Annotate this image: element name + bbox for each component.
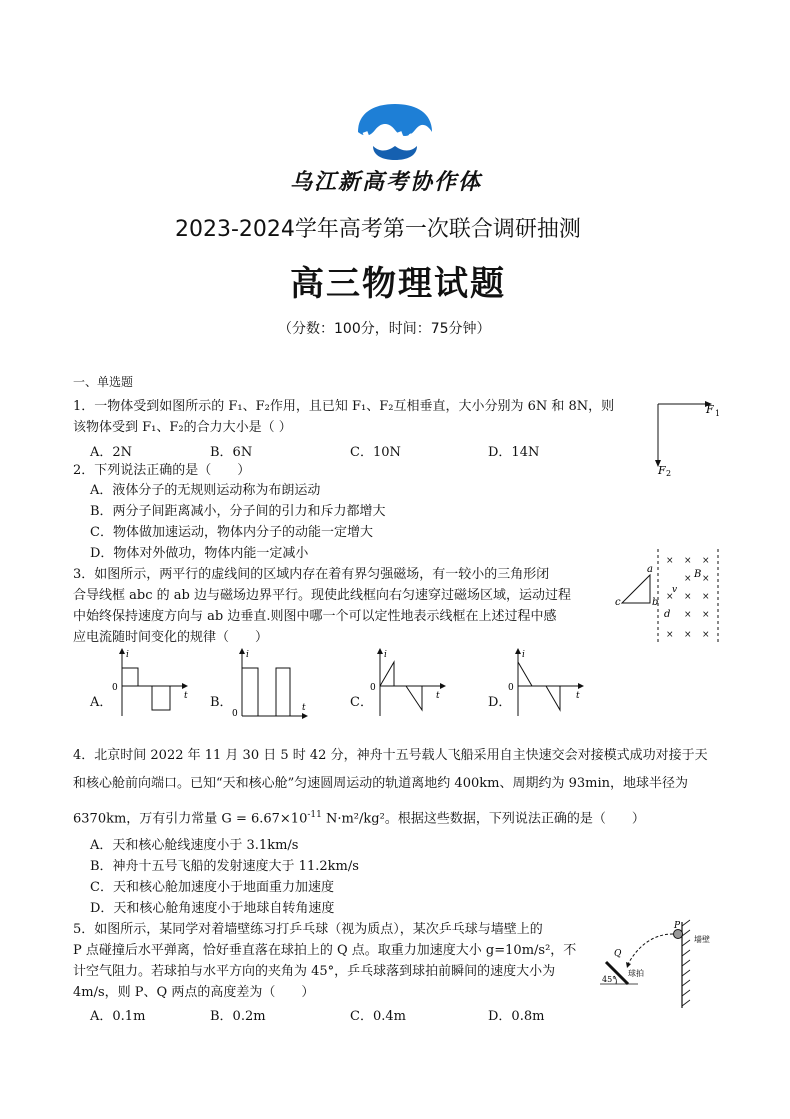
q5-line4: 4m/s，则 P、Q 两点的高度差为（ ） <box>73 985 315 1000</box>
svg-text:c: c <box>615 597 621 608</box>
svg-text:墙壁: 墙壁 <box>694 935 710 944</box>
f1-label: F <box>706 403 714 416</box>
svg-text:×: × <box>702 610 710 620</box>
svg-text:B: B <box>694 569 702 580</box>
q3-magnetic-field-figure <box>614 547 724 647</box>
svg-text:×: × <box>666 630 674 640</box>
svg-text:v: v <box>672 585 678 595</box>
q3-option-a-label: A． <box>90 695 113 710</box>
q2-option-b: B．两分子间距离减小，分子间的引力和斥力都增大 <box>90 504 386 519</box>
q3-line4: 应电流随时间变化的规律（ ） <box>73 630 269 645</box>
svg-text:×: × <box>702 556 710 566</box>
svg-text:×: × <box>684 556 692 566</box>
q5-option-d: D．0.8m <box>488 1009 545 1024</box>
q2-stem: 2．下列说法正确的是（ ） <box>73 463 251 478</box>
svg-text:×: × <box>684 592 692 602</box>
q3-graph-a <box>112 648 192 720</box>
q2-option-a: A．液体分子的无规则运动称为布朗运动 <box>90 483 321 498</box>
q2-option-c: C．物体做加速运动，物体内分子的动能一定增大 <box>90 525 373 540</box>
svg-text:×: × <box>702 630 710 640</box>
q1-option-b: B．6N <box>210 445 253 460</box>
svg-text:45°: 45° <box>602 975 617 984</box>
svg-text:i: i <box>522 650 525 660</box>
q1-line2: 该物体受到 F₁、F₂的合力大小是（ ） <box>73 420 292 435</box>
svg-text:d: d <box>664 609 671 620</box>
q3-graph-b <box>232 648 312 720</box>
q4-option-a: A．天和核心舱线速度小于 3.1km/s <box>90 838 299 853</box>
q2-option-d: D．物体对外做功，物体内能一定减小 <box>90 546 309 561</box>
svg-text:a: a <box>647 564 653 575</box>
svg-text:×: × <box>684 574 692 584</box>
logo-text: 乌江新高考协作体 <box>290 170 483 195</box>
q4-option-b: B．神舟十五号飞船的发射速度大于 11.2km/s <box>90 859 359 874</box>
svg-text:×: × <box>702 592 710 602</box>
f2-label: F <box>658 464 666 477</box>
svg-text:0: 0 <box>508 683 514 693</box>
svg-text:i: i <box>246 650 249 660</box>
svg-text:t: t <box>302 703 306 713</box>
q5-pingpong-figure <box>598 918 718 1010</box>
q3-line2: 合导线框 abc 的 ab 边与磁场边界平行。现使此线框向右匀速穿过磁场区域，运动过程 <box>73 588 571 603</box>
q1-line1: 1．一物体受到如图所示的 F₁、F₂作用，且已知 F₁、F₂互相垂直，大小分别为 6N 和 8N，则 <box>73 399 615 414</box>
q4-line3-b: N·m²/kg²。根据这些数据，下列说法正确的是（ ） <box>321 811 645 827</box>
svg-text:b: b <box>652 597 659 608</box>
svg-text:i: i <box>384 650 387 660</box>
subject-title: 高三物理试题 <box>290 264 506 304</box>
q3-graph-c <box>370 648 450 720</box>
q4-line3 <box>73 805 645 829</box>
q1-option-d: D．14N <box>488 445 540 460</box>
svg-text:×: × <box>666 592 674 602</box>
section-heading: 一、单选题 <box>73 375 134 389</box>
q4-line2: 和核心舱前向端口。已知“天和核心舱”匀速圆周运动的轨道离地约 400km、周期约为 93min，地球半径为 <box>73 776 688 791</box>
svg-text:×: × <box>684 630 692 640</box>
q3-option-d-label: D． <box>488 695 512 710</box>
q5-line1: 5．如图所示，某同学对着墙壁练习打乒乓球（视为质点），某次乒乓球与墙壁上的 <box>73 922 543 937</box>
f2-sub: 2 <box>666 469 672 478</box>
q3-line1: 3．如图所示，两平行的虚线间的区域内存在着有界匀强磁场，有一较小的三角形闭 <box>73 567 550 582</box>
svg-text:t: t <box>436 691 440 701</box>
q4-line3-a: 6370km，万有引力常量 G = 6.67×10 <box>73 811 308 827</box>
svg-text:×: × <box>702 574 710 584</box>
svg-text:0: 0 <box>112 683 118 693</box>
q1-force-figure <box>650 398 725 478</box>
q4-option-c: C．天和核心舱加速度小于地面重力加速度 <box>90 880 334 895</box>
q3-option-b-label: B． <box>210 695 233 710</box>
svg-text:×: × <box>666 556 674 566</box>
q5-option-a: A．0.1m <box>90 1009 146 1024</box>
q3-graph-d <box>508 648 588 720</box>
score-time: （分数：100分，时间：75分钟） <box>278 321 491 337</box>
svg-text:0: 0 <box>370 683 376 693</box>
svg-text:Q: Q <box>614 949 622 959</box>
q1-option-a: A．2N <box>90 445 133 460</box>
wave-logo-icon <box>355 102 435 162</box>
q5-option-b: B．0.2m <box>210 1009 266 1024</box>
f1-sub: 1 <box>715 409 721 418</box>
q4-line3-exp: -11 <box>307 810 322 820</box>
q5-line2: P 点碰撞后水平弹离，恰好垂直落在球拍上的 Q 点。取重力加速度大小 g=10m/s²，不 <box>73 943 577 958</box>
svg-text:球拍: 球拍 <box>628 969 644 978</box>
q4-option-d: D．天和核心舱角速度小于地球自转角速度 <box>90 901 335 916</box>
svg-text:P: P <box>674 921 681 931</box>
q1-option-c: C．10N <box>350 445 401 460</box>
q4-line1: 4．北京时间 2022 年 11 月 30 日 5 时 42 分，神舟十五号载人飞船采用自主快速交会对接模式成功对接于天 <box>73 748 708 763</box>
q3-option-c-label: C． <box>350 695 373 710</box>
exam-title: 2023-2024学年高考第一次联合调研抽测 <box>175 217 581 242</box>
svg-text:t: t <box>576 691 580 701</box>
svg-text:0: 0 <box>232 709 238 719</box>
q5-line3: 计空气阻力。若球拍与水平方向的夹角为 45°，乒乓球落到球拍前瞬间的速度大小为 <box>73 964 556 979</box>
q3-line3: 中始终保持速度方向与 ab 边垂直.则图中哪一个可以定性地表示线框在上述过程中感 <box>73 609 557 624</box>
q5-option-c: C．0.4m <box>350 1009 406 1024</box>
svg-text:i: i <box>126 650 129 660</box>
svg-text:×: × <box>684 610 692 620</box>
svg-text:t: t <box>184 691 188 701</box>
